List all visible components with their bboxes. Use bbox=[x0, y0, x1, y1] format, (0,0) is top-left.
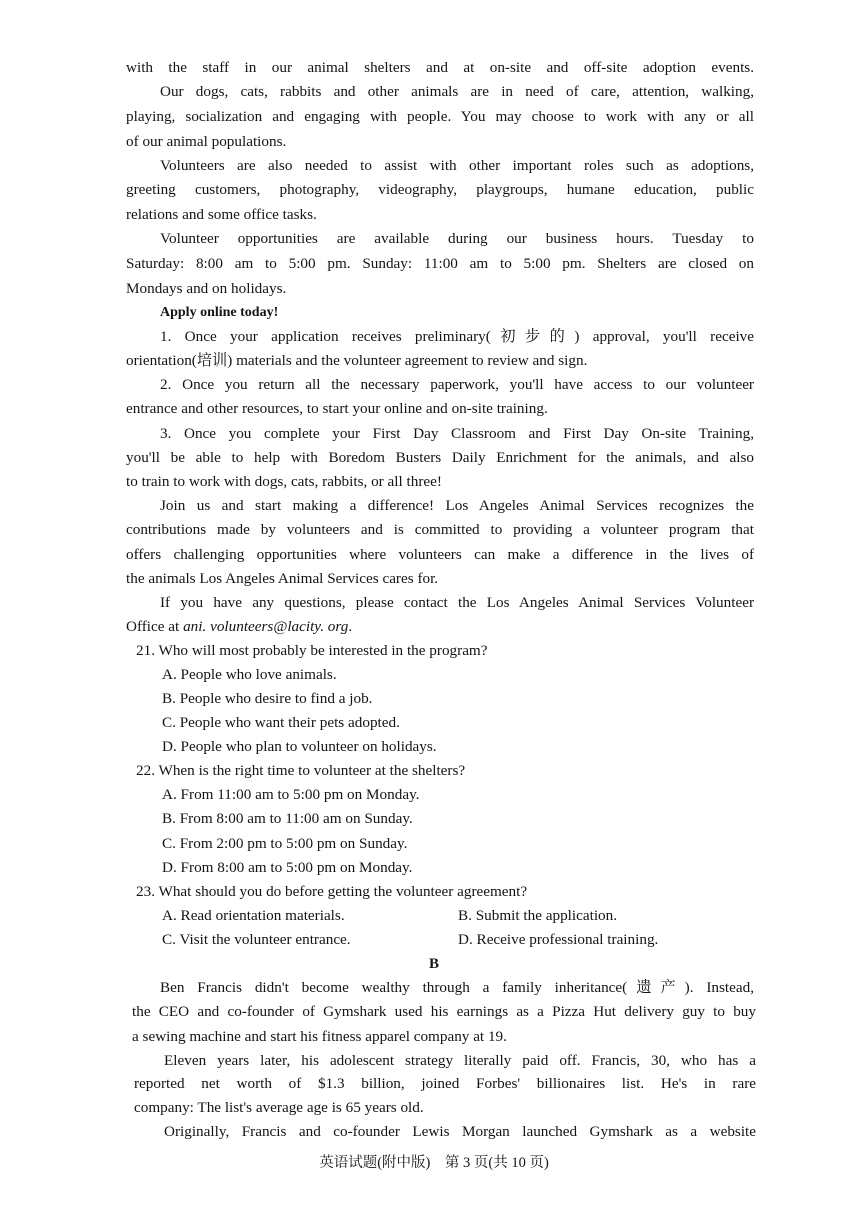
contact-email: ani. volunteers@lacity. org bbox=[183, 618, 349, 635]
passage-line: Ben Francis didn't become wealthy through a family inheritance(遗产). Instead, bbox=[160, 979, 754, 996]
answer-option: A. Read orientation materials. bbox=[162, 907, 345, 924]
section-label: B bbox=[428, 956, 439, 972]
closing-line: Join us and start making a difference! Los Angeles Animal Services recognizes the bbox=[160, 497, 754, 514]
step-line: you'll be able to help with Boredom Busters Daily Enrichment for the animals, and also bbox=[126, 449, 754, 466]
passage-line: relations and some office tasks. bbox=[126, 206, 317, 223]
answer-option: A. From 11:00 am to 5:00 pm on Monday. bbox=[162, 786, 420, 803]
answer-option: C. People who want their pets adopted. bbox=[162, 714, 400, 731]
answer-option: C. From 2:00 pm to 5:00 pm on Sunday. bbox=[162, 835, 408, 852]
answer-option: D. People who plan to volunteer on holidays. bbox=[162, 738, 437, 755]
answer-option: D. From 8:00 am to 5:00 pm on Monday. bbox=[162, 859, 413, 876]
answer-option: B. Submit the application. bbox=[458, 907, 618, 924]
contact-prefix: Office at bbox=[126, 618, 184, 635]
contact-suffix: . bbox=[348, 618, 353, 635]
question-stem: 23. What should you do before getting the volunteer agreement? bbox=[136, 883, 528, 900]
passage-line: the CEO and co-founder of Gymshark used his earnings as a Pizza Hut delivery guy to buy bbox=[132, 1003, 756, 1020]
closing-line: the animals Los Angeles Animal Services cares for. bbox=[126, 570, 439, 587]
step-line: to train to work with dogs, cats, rabbits, or all three! bbox=[126, 473, 442, 490]
passage-line: reported net worth of $1.3 billion, joined Forbes' billionaires list. He's in rare bbox=[134, 1075, 756, 1092]
apply-heading: Apply online today! bbox=[160, 305, 279, 320]
question-stem: 21. Who will most probably be interested in the program? bbox=[136, 642, 488, 659]
step-line: 1. Once your application receives preliminary(初步的) approval, you'll receive bbox=[160, 328, 754, 345]
passage-line: Eleven years later, his adolescent strategy literally paid off. Francis, 30, who has a bbox=[164, 1052, 756, 1069]
passage-line: Originally, Francis and co-founder Lewis Morgan launched Gymshark as a website bbox=[164, 1123, 756, 1140]
passage-line: Volunteers are also needed to assist with other important roles such as adoptions, bbox=[160, 157, 754, 174]
passage-line: playing, socialization and engaging with people. You may choose to work with any or all bbox=[126, 108, 754, 125]
answer-option: A. People who love animals. bbox=[162, 666, 337, 683]
closing-line: contributions made by volunteers and is committed to providing a volunteer program that bbox=[126, 521, 754, 538]
step-line: 2. Once you return all the necessary paperwork, you'll have access to our volunteer bbox=[160, 376, 754, 393]
closing-line: offers challenging opportunities where volunteers can make a difference in the lives of bbox=[126, 546, 754, 563]
answer-option: D. Receive professional training. bbox=[458, 931, 659, 948]
passage-line: a sewing machine and start his fitness apparel company at 19. bbox=[132, 1028, 507, 1045]
answer-option: C. Visit the volunteer entrance. bbox=[162, 931, 351, 948]
contact-line bbox=[126, 617, 754, 637]
contact-line: If you have any questions, please contact the Los Angeles Animal Services Volunteer bbox=[160, 594, 754, 611]
question-stem: 22. When is the right time to volunteer at the shelters? bbox=[136, 762, 466, 779]
step-line: 3. Once you complete your First Day Classroom and First Day On-site Training, bbox=[160, 425, 754, 442]
passage-line: company: The list's average age is 65 years old. bbox=[134, 1099, 424, 1116]
step-line: entrance and other resources, to start your online and on-site training. bbox=[126, 400, 548, 417]
passage-line: with the staff in our animal shelters and at on-site and off-site adoption events. bbox=[126, 59, 754, 76]
answer-option: B. From 8:00 am to 11:00 am on Sunday. bbox=[162, 810, 413, 827]
passage-line: Saturday: 8:00 am to 5:00 pm. Sunday: 11:00 am to 5:00 pm. Shelters are closed on bbox=[126, 255, 754, 272]
step-line: orientation(培训) materials and the volunteer agreement to review and sign. bbox=[126, 352, 588, 369]
passage-line: of our animal populations. bbox=[126, 133, 287, 150]
page-footer: 英语试题(附中版) 第 3 页(共 10 页) bbox=[319, 1155, 549, 1171]
answer-option: B. People who desire to find a job. bbox=[162, 690, 373, 707]
passage-line: Our dogs, cats, rabbits and other animals are in need of care, attention, walking, bbox=[160, 83, 754, 100]
passage-line: Mondays and on holidays. bbox=[126, 280, 287, 297]
passage-line: Volunteer opportunities are available during our business hours. Tuesday to bbox=[160, 230, 754, 247]
passage-line: greeting customers, photography, videography, playgroups, humane education, public bbox=[126, 181, 754, 198]
